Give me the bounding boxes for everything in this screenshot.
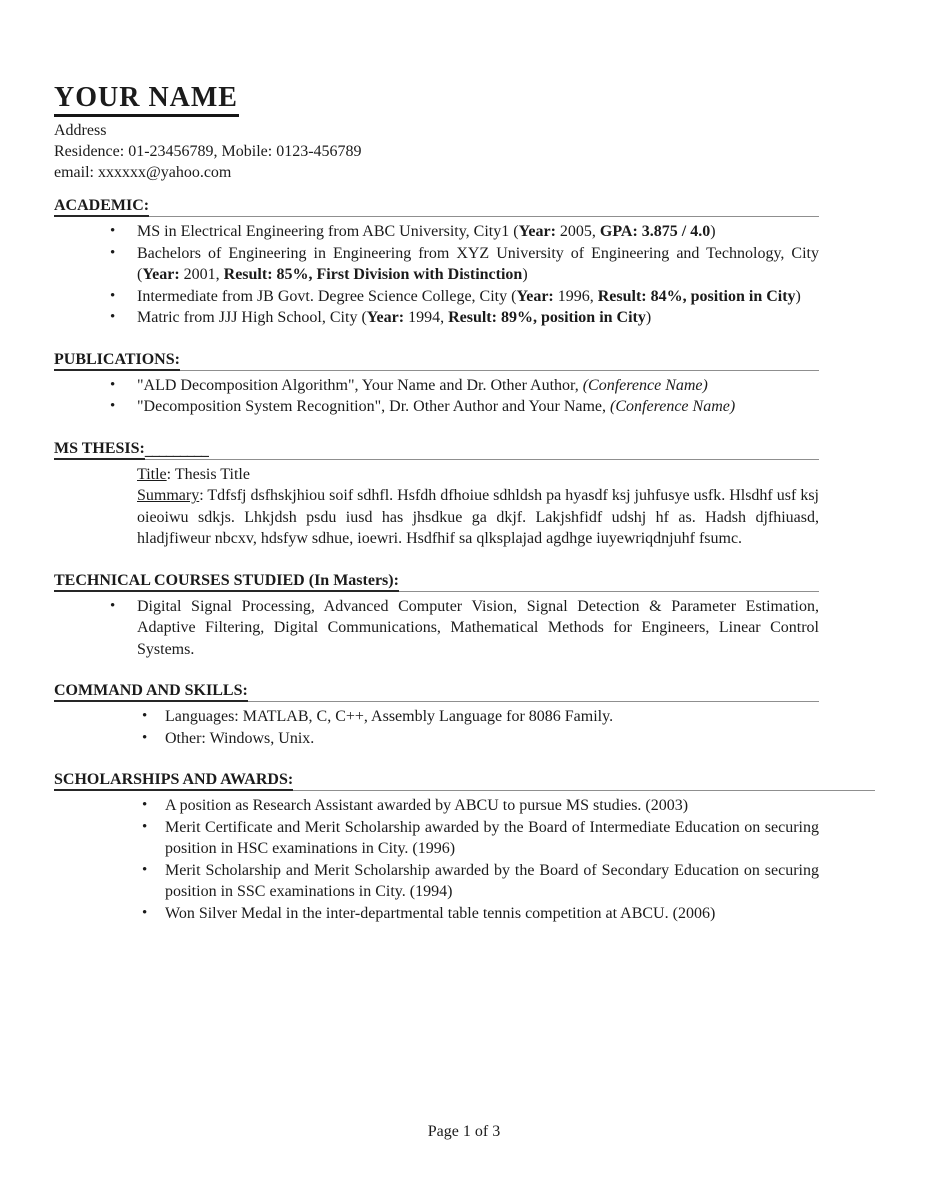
- text-run: Result: 89%, position in City: [448, 309, 646, 326]
- section-heading-publications: [54, 350, 819, 371]
- text-run: Year:: [142, 266, 180, 283]
- text-run: "ALD Decomposition Algorithm", Your Name and Dr. Other Author,: [137, 376, 583, 394]
- text-run: Digital Signal Processing, Advanced Computer Vision, Signal Detection & Parameter Estimation, Adaptive Filtering, Digital Communications, Mathematical Methods for Engineers, Linear Control Systems.: [137, 597, 819, 658]
- text-run: (Conference Name): [610, 398, 736, 415]
- page-title: [54, 82, 928, 120]
- address-line: Address: [54, 122, 107, 139]
- bullet-item: [54, 396, 819, 418]
- text-run: Year:: [518, 223, 556, 240]
- contact-line: Residence: 01-23456789, Mobile: 0123-456789: [54, 143, 362, 160]
- bullet-item: [54, 728, 819, 750]
- paragraph-item: [54, 485, 819, 550]
- text-run: Won Silver Medal in the inter-departmental table tennis competition at ABCU. (2006): [165, 904, 716, 922]
- text-run: ): [522, 266, 528, 283]
- sections: [54, 196, 819, 924]
- section-command-skills: [54, 681, 819, 749]
- text-run: MS in Electrical Engineering from ABC University, City1 (: [137, 223, 519, 240]
- paragraph-item: [54, 464, 819, 486]
- section-heading-command-skills: [54, 681, 819, 702]
- text-run: Year:: [366, 309, 405, 326]
- bullet-marker: •: [142, 904, 148, 921]
- section-heading-technical-courses: [54, 571, 819, 592]
- bullet-marker: •: [142, 797, 148, 813]
- bullet-marker: •: [110, 287, 116, 304]
- section-publications: [54, 350, 819, 418]
- bullet-item: [54, 221, 819, 243]
- section-ms-thesis: [54, 439, 819, 550]
- text-run: : Tdfsfj dsfhskjhiou soif sdhfl. Hsfdh dfhoiue sdhldsh pa hyasdf ksj juhfusye usfk. Hlsdhf usf ksj oieoiwu sdkjs. Lhkjdsh psdu iusd has jhsdkue ga dkjf. Lakjshfidf udshj hf as. Hadsh djfhiuasd, hladjfiweur nbcxv, hdsfyw sdhue, ioewri. Hsdfhif sa qlksplajad agdhge iuyewriqdnjuhf fsumc.: [137, 487, 819, 547]
- bullet-marker: •: [142, 818, 148, 835]
- text-run: Other: Windows, Unix.: [165, 729, 315, 747]
- bullet-marker: •: [142, 708, 148, 724]
- text-run: : Thesis Title: [166, 465, 250, 483]
- bullet-marker: •: [142, 861, 148, 878]
- text-run: 2005,: [555, 223, 600, 240]
- text-run: 1994,: [404, 309, 449, 326]
- section-heading-scholarships: [54, 770, 875, 791]
- section-heading-text: PUBLICATIONS:: [54, 351, 180, 371]
- bullet-item: [54, 817, 819, 860]
- bullet-item: [54, 596, 819, 661]
- text-run: ): [710, 223, 716, 240]
- person-name: YOUR NAME: [54, 82, 239, 117]
- text-run: Bachelors of Engineering in Engineering from XYZ University of Engineering and Technology, City (: [137, 244, 819, 283]
- text-run: 1996,: [553, 287, 598, 305]
- section-heading-text: MS THESIS:: [54, 440, 145, 460]
- bullet-item: [54, 706, 819, 728]
- section-heading-text: COMMAND AND SKILLS:: [54, 682, 248, 702]
- section-technical-courses: [54, 571, 819, 661]
- bullet-marker: •: [110, 244, 116, 261]
- text-run: Title: [137, 465, 167, 483]
- bullet-item: [54, 375, 819, 397]
- text-run: 2001,: [179, 266, 224, 283]
- footer-page-number: Page 1 of 3: [427, 1123, 501, 1140]
- section-heading-text: TECHNICAL COURSES STUDIED (In Masters):: [54, 572, 399, 592]
- section-heading-academic: [54, 196, 819, 217]
- text-run: (Conference Name): [582, 376, 708, 394]
- text-run: Result: 85%, First Division with Distinction: [223, 266, 523, 283]
- text-run: Summary: [137, 487, 200, 504]
- text-run: ): [645, 309, 652, 326]
- text-run: A position as Research Assistant awarded by ABCU to pursue MS studies. (2003): [165, 797, 689, 814]
- text-run: Result: 84%, position in City: [597, 287, 796, 305]
- email-line: email: xxxxxx@yahoo.com: [54, 164, 232, 181]
- bullet-item: [54, 243, 819, 286]
- bullet-marker: •: [110, 376, 116, 393]
- bullet-marker: •: [110, 223, 116, 239]
- text-run: ): [795, 287, 801, 305]
- text-run: Merit Scholarship and Merit Scholarship awarded by the Board of Secondary Education on securing position in SSC examinations in City. (1994): [165, 861, 819, 900]
- bullet-marker: •: [110, 597, 116, 614]
- bullet-item: [54, 860, 819, 903]
- bullet-marker: •: [142, 729, 148, 746]
- section-heading-text: ACADEMIC:: [54, 197, 149, 217]
- bullet-marker: •: [110, 398, 116, 414]
- text-run: Year:: [516, 287, 554, 305]
- text-run: GPA: 3.875 / 4.0: [599, 223, 711, 240]
- bullet-marker: •: [110, 309, 116, 325]
- section-scholarships: [54, 770, 819, 924]
- text-run: Languages: MATLAB, C, C++, Assembly Language for 8086 Family.: [165, 708, 614, 725]
- text-run: Matric from JJJ High School, City (: [137, 309, 367, 326]
- bullet-item: [54, 795, 819, 817]
- text-run: "Decomposition System Recognition", Dr. Other Author and Your Name,: [137, 398, 611, 415]
- bullet-item: [54, 307, 819, 329]
- text-run: Merit Certificate and Merit Scholarship awarded by the Board of Intermediate Education on securing position in HSC examinations in City. (1996): [165, 818, 819, 857]
- bullet-item: [54, 903, 819, 925]
- heading-underscore-tail: _________: [144, 441, 208, 459]
- section-heading-text: SCHOLARSHIPS AND AWARDS:: [54, 771, 293, 791]
- section-heading-ms-thesis: [54, 439, 819, 460]
- text-run: Intermediate from JB Govt. Degree Science College, City (: [137, 287, 517, 305]
- section-academic: [54, 196, 819, 329]
- bullet-item: [54, 286, 819, 308]
